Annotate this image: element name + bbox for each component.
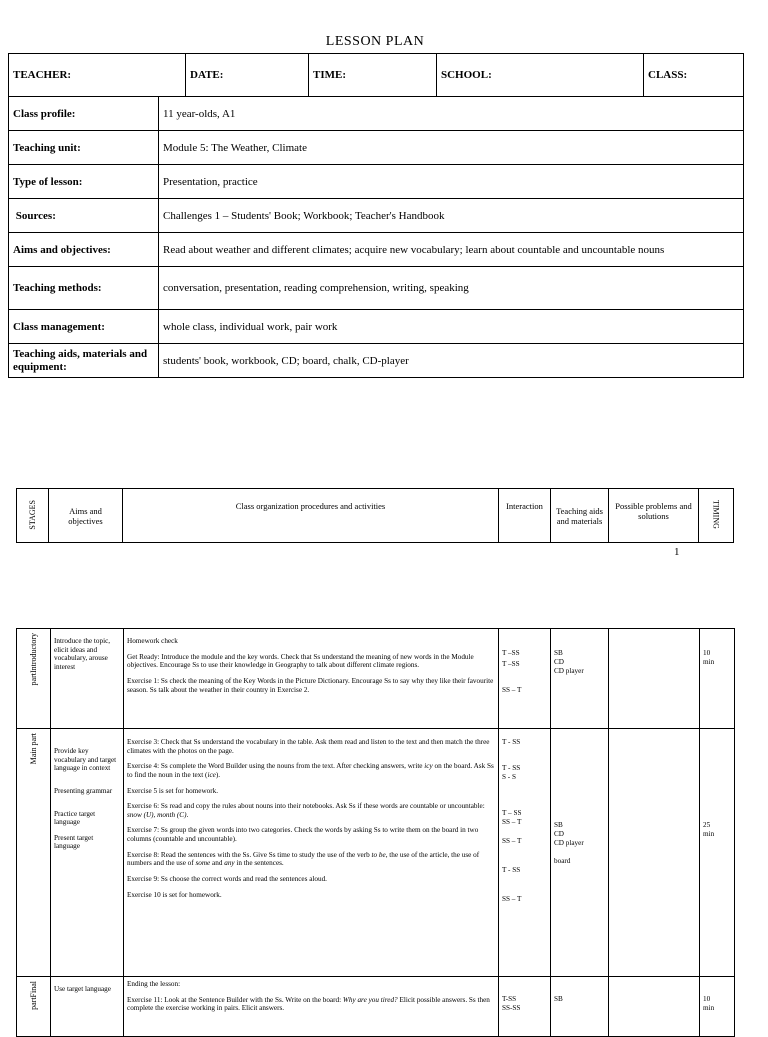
- procedures-cell: Ending the lesson: Exercise 11: Look at the Sentence Builder with the Ss. Write on the board: Why are you tired? Elicit possible answers. Ss then complete the exercise working in pairs. Elicit answers.: [124, 977, 499, 1037]
- info-value: whole class, individual work, pair work: [159, 310, 744, 344]
- info-label: Class profile:: [9, 97, 159, 131]
- info-label: Teaching aids, materials and equipment:: [9, 344, 159, 378]
- aims-cell: Use target language: [51, 977, 124, 1037]
- problems-cell: [609, 729, 700, 977]
- time-label: TIME:: [309, 54, 437, 97]
- interaction-cell: T - SS T - SS S - S T – SS SS – T SS – T T - SS SS – T: [499, 729, 551, 977]
- timing-header: TIMING: [699, 489, 734, 543]
- interaction-header: Interaction: [499, 489, 551, 543]
- teacher-label: TEACHER:: [9, 54, 186, 97]
- info-label: Teaching methods:: [9, 267, 159, 310]
- info-value: Module 5: The Weather, Climate: [159, 131, 744, 165]
- timing-cell: 10 min: [700, 977, 735, 1037]
- school-label: SCHOOL:: [437, 54, 644, 97]
- problems-header: Possible problems and solutions: [609, 489, 699, 543]
- procedures-header: Class organization procedures and activities: [123, 489, 499, 543]
- aids-cell: SB CD CD player board: [551, 729, 609, 977]
- aims-cell: Provide key vocabulary and target language in context Presenting grammar Practice target language Present target language: [51, 729, 124, 977]
- stage-label: partIntroductory: [17, 629, 51, 729]
- stage-row-final: [17, 977, 735, 1037]
- procedures-cell: [124, 629, 499, 729]
- aids-cell: SB: [551, 977, 609, 1037]
- procedure-text: Exercise 1: Ss check the meaning of the Key Words in the Picture Dictionary. Encourage Ss to say why they like their favourite season. Ss talk about the weather in their country in Exercise 2.: [127, 676, 494, 694]
- aims-cell: Introduce the topic, elicit ideas and vocabulary, arouse interest: [51, 629, 124, 729]
- aids-header: Teaching aids and materials: [551, 489, 609, 543]
- page-number: 1: [674, 546, 680, 558]
- stage-label: Main part: [17, 729, 51, 977]
- aids-cell: SB CD CD player: [551, 629, 609, 729]
- class-label: CLASS:: [644, 54, 744, 97]
- stage-row-introductory: [17, 629, 735, 729]
- info-label: Type of lesson:: [9, 165, 159, 199]
- info-value: 11 year-olds, A1: [159, 97, 744, 131]
- info-value: Read about weather and different climates; acquire new vocabulary; learn about countable and uncountable nouns: [159, 233, 744, 267]
- info-label: Teaching unit:: [9, 131, 159, 165]
- page-title: LESSON PLAN: [325, 34, 425, 49]
- procedure-text: Homework check: [127, 637, 178, 645]
- info-value: students' book, workbook, CD; board, chalk, CD-player: [159, 344, 744, 378]
- lesson-info-table: [8, 53, 744, 378]
- interaction-cell: T –SS T –SS SS – T: [499, 629, 551, 729]
- info-row: [9, 344, 744, 378]
- info-row: [9, 233, 744, 267]
- info-label: Sources:: [9, 199, 159, 233]
- stage-label: partFinal: [17, 977, 51, 1037]
- stages-header: STAGES: [17, 489, 49, 543]
- problems-cell: [609, 977, 700, 1037]
- date-label: DATE:: [186, 54, 309, 97]
- header-row: [9, 54, 744, 97]
- info-row: [9, 165, 744, 199]
- procedure-text: Get Ready: Introduce the module and the key words. Check that Ss understand the meaning of new words in the Module objectives. Encourage Ss to use their knowledge in Geography to talk about different climate regions.: [127, 652, 474, 670]
- stages-header-table: [16, 488, 734, 543]
- info-value: Presentation, practice: [159, 165, 744, 199]
- aims-header: Aims and objectives: [49, 489, 123, 543]
- info-row: [9, 267, 744, 310]
- info-label: Aims and objectives:: [9, 233, 159, 267]
- procedures-table: [16, 628, 735, 1037]
- problems-cell: [609, 629, 700, 729]
- stage-row-main: [17, 729, 735, 977]
- info-row: [9, 310, 744, 344]
- interaction-cell: T-SS SS-SS: [499, 977, 551, 1037]
- info-value: conversation, presentation, reading comprehension, writing, speaking: [159, 267, 744, 310]
- info-row: [9, 97, 744, 131]
- info-label: Class management:: [9, 310, 159, 344]
- timing-cell: 25 min: [700, 729, 735, 977]
- info-value: Challenges 1 – Students' Book; Workbook; Teacher's Handbook: [159, 199, 744, 233]
- info-row: [9, 199, 744, 233]
- info-row: [9, 131, 744, 165]
- timing-cell: 10 min: [700, 629, 735, 729]
- procedures-cell: Exercise 3: Check that Ss understand the vocabulary in the table. Ask them read and listen to the text and then match the three climates with the photos on the page. Exercise 4: Ss complete the Word Builder using the nouns from the text. After checking answers, write icy on the board. Ask Ss to find the noun in the text (ice). Exercise 5 is set for homework. Exercise 6: Ss read and copy the rules about nouns into their notebooks. Ask Ss if these words are countable or uncountable: snow (U), month (C). Exercise 7: Ss group the given words into two categories. Check the words by asking Ss to write them on the board in two columns (countable and uncountable). Exercise 8: Read the sentences with the Ss. Give Ss time to study the use of the verb to be, the use of the article, the use of numbers and the use of some and any in the sentences. Exercise 9: Ss choose the correct words and read the sentences aloud. Exercise 10 is set for homework.: [124, 729, 499, 977]
